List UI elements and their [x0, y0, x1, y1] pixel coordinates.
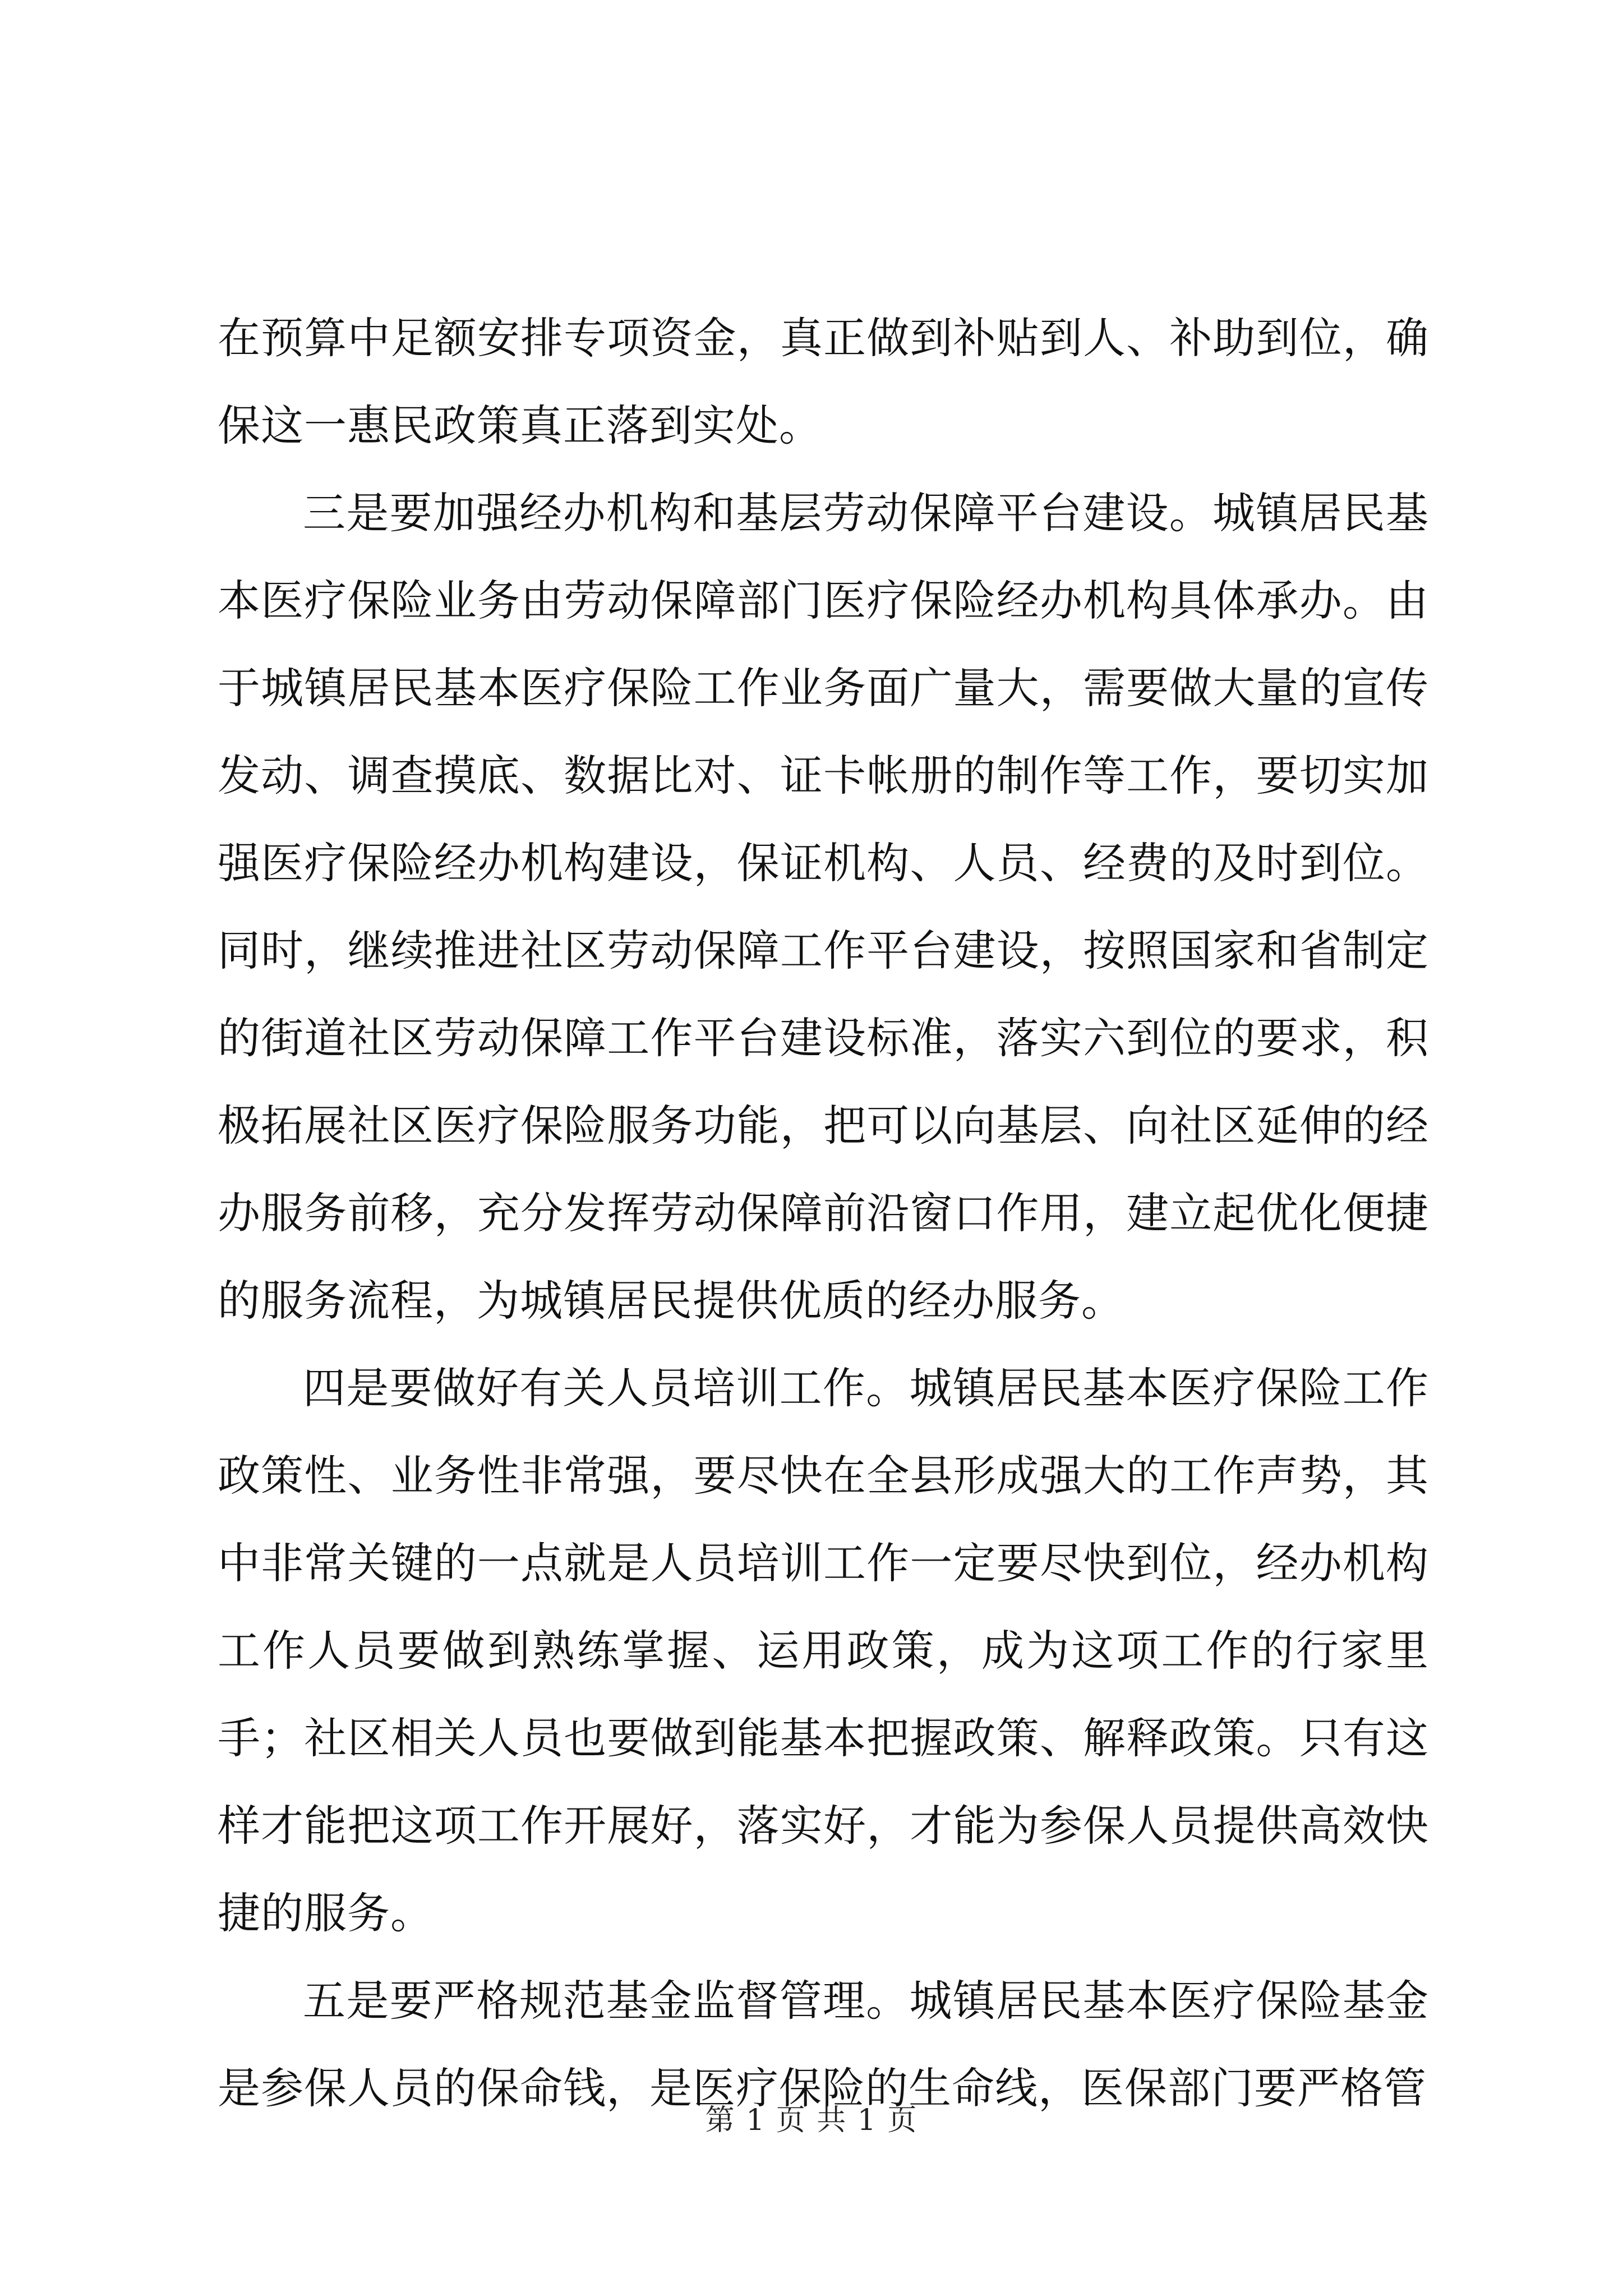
- paragraph-3: 四是要做好有关人员培训工作。城镇居民基本医疗保险工作政策性、业务性非常强，要尽快在全县形成强大的工作声势，其中非常关键的一点就是人员培训工作一定要尽快到位，经办机构工作人员要做到熟练掌握、运用政策，成为这项工作的行家里手；社区相关人员也要做到能基本把握政策、解释政策。只有这样才能把这项工作开展好，落实好，才能为参保人员提供高效快捷的服务。: [218, 1363, 1429, 1938]
- document-body: [218, 295, 1429, 2132]
- paragraph-4: 五是要严格规范基金监督管理。城镇居民基本医疗保险基金是参保人员的保命钱，是医疗保险的生命线，医保部门要严格管: [218, 1976, 1429, 2113]
- page-footer: 第 1 页 共 1 页: [705, 2104, 918, 2137]
- paragraph-2: 三是要加强经办机构和基层劳动保障平台建设。城镇居民基本医疗保险业务由劳动保障部门医疗保险经办机构具体承办。由于城镇居民基本医疗保险工作业务面广量大，需要做大量的宣传发动、调查摸底、数据比对、证卡帐册的制作等工作，要切实加强医疗保险经办机构建设，保证机构、人员、经费的及时到位。同时，继续推进社区劳动保障工作平台建设，按照国家和省制定的街道社区劳动保障工作平台建设标准，落实六到位的要求，积极拓展社区医疗保险服务功能，把可以向基层、向社区延伸的经办服务前移，充分发挥劳动保障前沿窗口作用，建立起优化便捷的服务流程，为城镇居民提供优质的经办服务。: [218, 488, 1429, 1326]
- paragraph-1: 在预算中足额安排专项资金，真正做到补贴到人、补助到位，确保这一惠民政策真正落到实处。: [218, 313, 1429, 450]
